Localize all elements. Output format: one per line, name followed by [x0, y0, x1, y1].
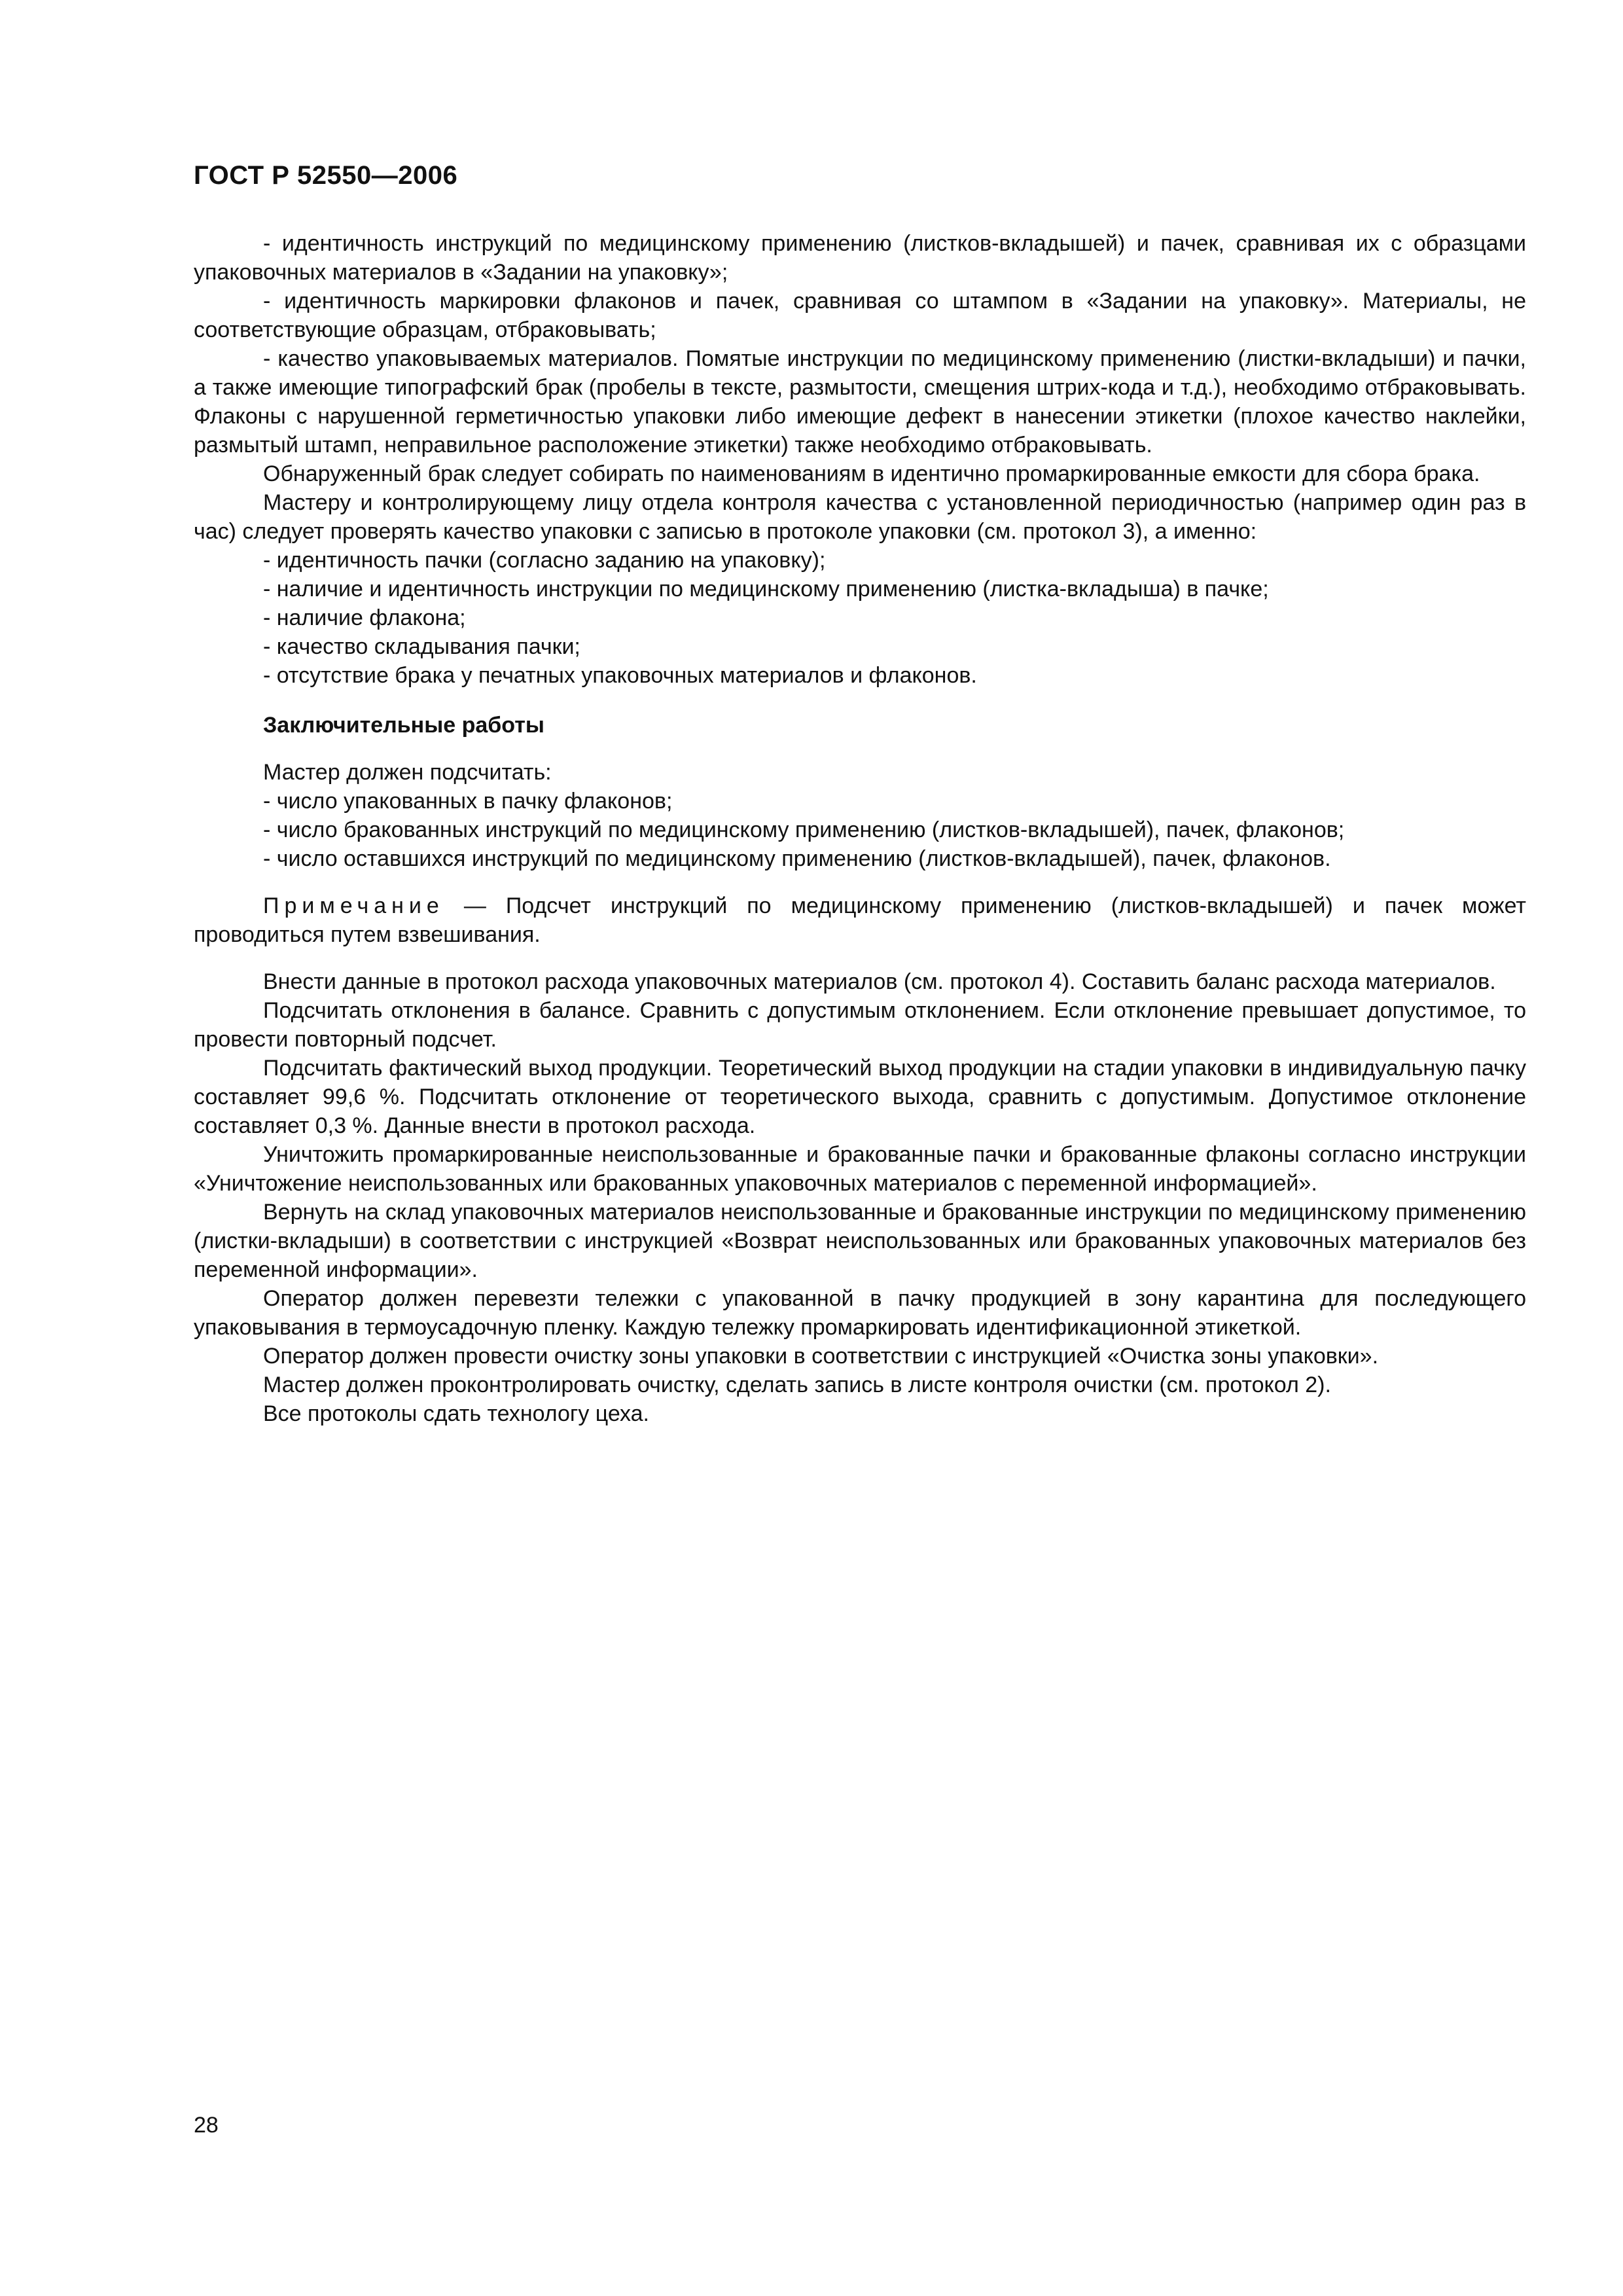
document-header: ГОСТ Р 52550—2006 — [194, 161, 458, 190]
section-heading-final-works: Заключительные работы — [263, 713, 544, 738]
final-section-intro: Мастер должен подсчитать: — [263, 760, 552, 785]
paragraph-materials-quality: - качество упаковываемых материалов. Помятые инструкции по медицинскому применению (листки-вкладыши) и пачки, а также имеющие типографский брак (пробелы в тексте, размытости, смещения штрих-кода и т.д.), необходимо отбраковывать. Флаконы с нарушенной герметичностью упаковки либо имеющие дефект в нанесении этикетки (плохое качество наклейки, размытый штамп, неправильное расположение этикетки) также необходимо отбраковывать. — [194, 346, 1526, 457]
paragraph-marking-identity: - идентичность маркировки флаконов и пачек, сравнивая со штампом в «Задании на упаковку». Материалы, не соответствующие образцам, отбраковывать; — [194, 289, 1526, 342]
paragraph-record-data: Внести данные в протокол расхода упаковочных материалов (см. протокол 4). Составить баланс расхода материалов. — [263, 969, 1496, 994]
paragraph-return-materials: Вернуть на склад упаковочных материалов неиспользованные и бракованные инструкции по медицинскому применению (листки-вкладыши) в соответствии с инструкцией «Возврат неиспользованных или бракованных упаковочных материалов без переменной информации». — [194, 1200, 1526, 1282]
count-item: - число упакованных в пачку флаконов; — [263, 789, 673, 814]
check-item: - отсутствие брака у печатных упаковочных материалов и флаконов. — [263, 663, 977, 688]
note-label: Примечание — [263, 893, 444, 918]
check-item: - наличие флакона; — [263, 605, 466, 630]
paragraph-instructions-identity: - идентичность инструкций по медицинскому применению (листков-вкладышей) и пачек, сравнивая их с образцами упаковочных материалов в «Задании на упаковку»; — [194, 231, 1526, 285]
paragraph-submit-protocols: Все протоколы сдать технологу цеха. — [263, 1401, 649, 1426]
paragraph-actual-yield: Подсчитать фактический выход продукции. Теоретический выход продукции на стадии упаковки в индивидуальную пачку составляет 99,6 %. Подсчитать отклонение от теоретического выхода, сравнить с допустимым. Допустимое отклонение составляет 0,3 %. Данные внести в протокол расхода. — [194, 1056, 1526, 1138]
check-item: - наличие и идентичность инструкции по медицинскому применению (листка-вкладыша) в пачке; — [263, 577, 1269, 601]
paragraph-destroy-materials: Уничтожить промаркированные неиспользованные и бракованные пачки и бракованные флаконы согласно инструкции «Уничтожение неиспользованных или бракованных упаковочных материалов с переменной информацией». — [194, 1142, 1526, 1196]
paragraph-control-cleaning: Мастер должен проконтролировать очистку, сделать запись в листе контроля очистки (см. протокол 2). — [263, 1372, 1331, 1397]
note-paragraph — [194, 891, 1526, 949]
check-item: - идентичность пачки (согласно заданию на упаковку); — [263, 548, 826, 573]
count-item: - число бракованных инструкций по медицинскому применению (листков-вкладышей), пачек, флаконов; — [263, 817, 1345, 842]
paragraph-quality-control: Мастеру и контролирующему лицу отдела контроля качества с установленной периодичностью (например один раз в час) следует проверять качество упаковки с записью в протоколе упаковки (см. протокол 3), а именно: — [194, 490, 1526, 544]
paragraph-balance-deviation: Подсчитать отклонения в балансе. Сравнить с допустимым отклонением. Если отклонение превышает допустимое, то провести повторный подсчет. — [194, 998, 1526, 1052]
paragraph-clean-zone: Оператор должен провести очистку зоны упаковки в соответствии с инструкцией «Очистка зоны упаковки». — [263, 1344, 1379, 1369]
paragraph-transport-carts: Оператор должен перевезти тележки с упакованной в пачку продукцией в зону карантина для последующего упаковывания в термоусадочную пленку. Каждую тележку промаркировать идентификационной этикеткой. — [194, 1286, 1526, 1340]
note-text: — Подсчет инструкций по медицинскому применению (листков-вкладышей) и пачек может проводиться путем взвешивания. — [194, 893, 1526, 947]
page-number: 28 — [194, 2113, 219, 2138]
paragraph-defects-collection: Обнаруженный брак следует собирать по наименованиям в идентично промаркированные емкости для сбора брака. — [263, 461, 1480, 486]
document-body — [194, 229, 1526, 1428]
count-item: - число оставшихся инструкций по медицинскому применению (листков-вкладышей), пачек, флаконов. — [263, 846, 1331, 871]
check-item: - качество складывания пачки; — [263, 634, 580, 659]
